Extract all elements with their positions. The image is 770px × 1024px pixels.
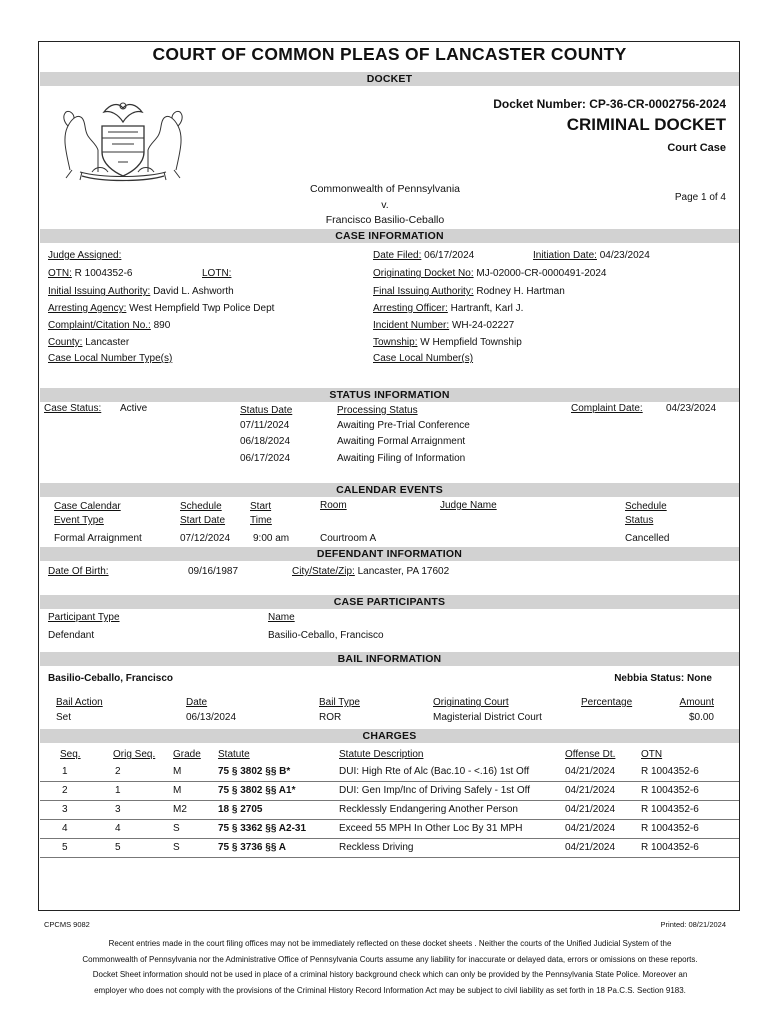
charge-grade: M <box>173 785 182 796</box>
status-row-status: Awaiting Filing of Information <box>337 453 466 464</box>
form-number: CPCMS 9082 <box>44 920 90 929</box>
charge-seq: 5 <box>62 842 68 853</box>
event-room: Courtroom A <box>320 533 377 544</box>
charge-grade: M <box>173 766 182 777</box>
charge-otn: R 1004352-6 <box>641 804 699 815</box>
case-local-numbers-label: Case Local Number(s) <box>373 353 474 364</box>
case-status-label: Case Status: <box>44 403 102 414</box>
complaint-date-value: 04/23/2024 <box>666 403 717 414</box>
bail-type-header: Bail Type <box>319 697 360 708</box>
bail-type: ROR <box>319 712 342 723</box>
schedule-status-header-line2: Status <box>625 515 654 526</box>
room-header: Room <box>320 500 347 511</box>
charge-seq: 2 <box>62 785 68 796</box>
case-participants-bar: CASE PARTICIPANTS <box>40 595 739 609</box>
status-information-bar: STATUS INFORMATION <box>40 388 739 402</box>
arresting-officer <box>373 303 523 314</box>
judge-name-header: Judge Name <box>440 500 497 511</box>
row-divider <box>40 800 739 801</box>
printed-date: Printed: 08/21/2024 <box>660 920 726 929</box>
start-time-header-line2: Time <box>250 515 272 526</box>
originating-docket-value: MJ-02000-CR-0000491-2024 <box>476 268 607 279</box>
defendant-information-bar: DEFENDANT INFORMATION <box>40 547 739 561</box>
charge-orig-seq: 5 <box>115 842 121 853</box>
percentage-header: Percentage <box>581 697 633 708</box>
city-state-zip-label: City/State/Zip: <box>292 566 355 577</box>
offense-date-header: Offense Dt. <box>565 749 616 760</box>
status-row-status: Awaiting Pre-Trial Conference <box>337 420 470 431</box>
event-type-header <box>54 500 121 528</box>
charge-grade: S <box>173 823 180 834</box>
arresting-officer-value: Hartranft, Karl J. <box>450 303 524 314</box>
court-case-label: Court Case <box>667 142 726 154</box>
township-value: W Hempfield Township <box>420 337 522 348</box>
bail-date-header: Date <box>186 697 208 708</box>
initiation-date <box>533 250 650 261</box>
processing-status-header: Processing Status <box>337 405 418 416</box>
complaint-citation <box>48 320 170 331</box>
county <box>48 337 129 348</box>
participant-type: Defendant <box>48 630 95 641</box>
docket-bar: DOCKET <box>40 72 739 86</box>
participant-type-header: Participant Type <box>48 612 120 623</box>
court-title: COURT OF COMMON PLEAS OF LANCASTER COUNTY <box>152 44 627 64</box>
charges-bar: CHARGES <box>40 729 739 743</box>
charge-otn: R 1004352-6 <box>641 842 699 853</box>
case-local-number-type-label: Case Local Number Type(s) <box>48 353 173 364</box>
final-issuing-authority <box>373 286 565 297</box>
originating-docket-label: Originating Docket No: <box>373 268 474 279</box>
row-divider <box>40 819 739 820</box>
calendar-events-bar: CALENDAR EVENTS <box>40 483 739 497</box>
start-time-header-line1: Start <box>250 501 272 512</box>
event-time: 9:00 am <box>253 533 290 544</box>
charge-offense-date: 04/21/2024 <box>565 842 616 853</box>
charge-orig-seq: 2 <box>115 766 121 777</box>
event-date: 07/12/2024 <box>180 533 231 544</box>
statute-description-header: Statute Description <box>339 749 424 760</box>
disclaimer: Recent entries made in the court filing offices may not be immediately reflected on these docket sheets . Neither the courts of the Unified Judicial System of the Commonwealth of Pennsylvania nor the Administrative Office of Pennsylvania Courts assume any liability for inaccurate or delayed data, errors or omissions on these reports. Docket Sheet information should not be used in place of a criminal history background check which can only be provided by the Pennsylvania State Police. Moreover an employer who does not comply with the provisions of the Criminal History Record Information Act may be subject to civil liability as set forth in 18 Pa.C.S. Section 9183. <box>82 939 698 995</box>
status-row-date: 06/18/2024 <box>240 436 291 447</box>
charge-statute: 75 § 3362 §§ A2-31 <box>218 823 307 834</box>
orig-seq-header: Orig Seq. <box>113 749 156 760</box>
coat-of-arms-icon <box>52 92 194 182</box>
county-value: Lancaster <box>85 337 130 348</box>
caption-versus: v. <box>381 198 389 211</box>
status-row-status: Awaiting Formal Arraignment <box>337 436 466 447</box>
row-divider <box>40 857 739 858</box>
charge-statute: 75 § 3802 §§ B* <box>218 766 291 777</box>
event-type-header-line1: Case Calendar <box>54 501 121 512</box>
lotn-label: LOTN: <box>202 268 232 279</box>
bail-person: Basilio-Ceballo, Francisco <box>48 673 174 684</box>
dob-value: 09/16/1987 <box>188 566 239 577</box>
charge-offense-date: 04/21/2024 <box>565 804 616 815</box>
charge-seq: 1 <box>62 766 68 777</box>
charge-otn-header: OTN <box>641 749 663 760</box>
date-filed <box>373 250 474 261</box>
caption-plaintiff: Commonwealth of Pennsylvania <box>310 183 460 195</box>
bail-information-bar: BAIL INFORMATION <box>40 652 739 666</box>
event-type-header-line2: Event Type <box>54 515 104 526</box>
event-status: Cancelled <box>625 533 670 544</box>
charge-orig-seq: 4 <box>115 823 121 834</box>
schedule-status-header <box>625 500 667 528</box>
status-row-date: 07/11/2024 <box>240 420 290 431</box>
complaint-date-label: Complaint Date: <box>571 403 643 414</box>
date-filed-value: 06/17/2024 <box>424 250 475 261</box>
arresting-agency <box>48 303 274 314</box>
nebbia-status: Nebbia Status: None <box>614 673 712 684</box>
participant-name: Basilio-Ceballo, Francisco <box>268 630 384 641</box>
arresting-officer-label: Arresting Officer: <box>373 303 448 314</box>
initial-issuing-authority <box>48 286 234 297</box>
charge-description: Exceed 55 MPH In Other Loc By 31 MPH <box>339 823 523 834</box>
originating-docket <box>373 268 606 279</box>
date-filed-label: Date Filed: <box>373 250 422 261</box>
seq-header: Seq. <box>60 749 81 760</box>
amount-header: Amount <box>679 697 714 708</box>
bail-action: Set <box>56 712 72 723</box>
schedule-start-date-header <box>180 500 225 528</box>
charge-seq: 4 <box>62 823 68 834</box>
complaint-citation-value: 890 <box>153 320 171 331</box>
initial-issuing-authority-value: David L. Ashworth <box>153 286 234 297</box>
charge-otn: R 1004352-6 <box>641 785 699 796</box>
otn-label: OTN: <box>48 268 72 279</box>
charge-offense-date: 04/21/2024 <box>565 766 616 777</box>
judge-assigned-label: Judge Assigned: <box>48 250 122 261</box>
page-number: Page 1 of 4 <box>674 192 726 203</box>
case-caption <box>290 182 480 229</box>
charge-orig-seq: 3 <box>115 804 121 815</box>
charge-description: DUI: Gen Imp/Inc of Driving Safely - 1st Off <box>339 785 530 796</box>
docket-number: Docket Number: CP-36-CR-0002756-2024 <box>493 97 726 111</box>
township-label: Township: <box>373 337 418 348</box>
docket-type: CRIMINAL DOCKET <box>566 115 726 134</box>
complaint-citation-label: Complaint/Citation No.: <box>48 320 151 331</box>
originating-court-header: Originating Court <box>433 697 509 708</box>
originating-court: Magisterial District Court <box>433 712 542 723</box>
bail-action-header: Bail Action <box>56 697 103 708</box>
status-date-header: Status Date <box>240 405 293 416</box>
charge-grade: M2 <box>173 804 187 815</box>
grade-header: Grade <box>173 749 201 760</box>
status-row-date: 06/17/2024 <box>240 453 291 464</box>
township <box>373 337 522 348</box>
start-time-header <box>250 500 272 528</box>
row-divider <box>40 781 739 782</box>
initiation-date-label: Initiation Date: <box>533 250 597 261</box>
charge-description: Reckless Driving <box>339 842 414 853</box>
case-information-bar: CASE INFORMATION <box>40 229 739 243</box>
charge-statute: 75 § 3802 §§ A1* <box>218 785 296 796</box>
initial-issuing-authority-label: Initial Issuing Authority: <box>48 286 151 297</box>
dob-label: Date Of Birth: <box>48 566 109 577</box>
schedule-start-date-header-line1: Schedule <box>180 501 222 512</box>
final-issuing-authority-label: Final Issuing Authority: <box>373 286 474 297</box>
row-divider <box>40 838 739 839</box>
initiation-date-value: 04/23/2024 <box>599 250 650 261</box>
bail-date: 06/13/2024 <box>186 712 237 723</box>
final-issuing-authority-value: Rodney H. Hartman <box>476 286 565 297</box>
incident-number <box>373 320 514 331</box>
incident-number-value: WH-24-02227 <box>451 320 515 331</box>
otn-value: R 1004352-6 <box>74 268 133 279</box>
caption-defendant: Francisco Basilio-Ceballo <box>325 214 445 226</box>
charge-otn: R 1004352-6 <box>641 766 699 777</box>
schedule-start-date-header-line2: Start Date <box>180 515 226 526</box>
city-state-zip <box>292 566 449 577</box>
charge-offense-date: 04/21/2024 <box>565 785 616 796</box>
otn <box>48 268 133 279</box>
bail-amount: $0.00 <box>688 712 714 723</box>
charge-description: Recklessly Endangering Another Person <box>339 804 518 815</box>
charge-offense-date: 04/21/2024 <box>565 823 616 834</box>
participant-name-header: Name <box>268 612 295 623</box>
charge-statute: 75 § 3736 §§ A <box>218 842 287 853</box>
incident-number-label: Incident Number: <box>373 320 450 331</box>
charge-grade: S <box>173 842 180 853</box>
charge-otn: R 1004352-6 <box>641 823 699 834</box>
statute-header: Statute <box>218 749 250 760</box>
case-status-value: Active <box>120 403 148 414</box>
event-type: Formal Arraignment <box>54 533 142 544</box>
charge-seq: 3 <box>62 804 68 815</box>
city-state-zip-value: Lancaster, PA 17602 <box>357 566 450 577</box>
charge-statute: 18 § 2705 <box>218 804 263 815</box>
charge-orig-seq: 1 <box>115 785 121 796</box>
county-label: County: <box>48 337 83 348</box>
arresting-agency-label: Arresting Agency: <box>48 303 127 314</box>
charge-description: DUI: High Rte of Alc (Bac.10 - <.16) 1st Off <box>339 766 530 777</box>
schedule-status-header-line1: Schedule <box>625 501 667 512</box>
arresting-agency-value: West Hempfield Twp Police Dept <box>129 303 275 314</box>
